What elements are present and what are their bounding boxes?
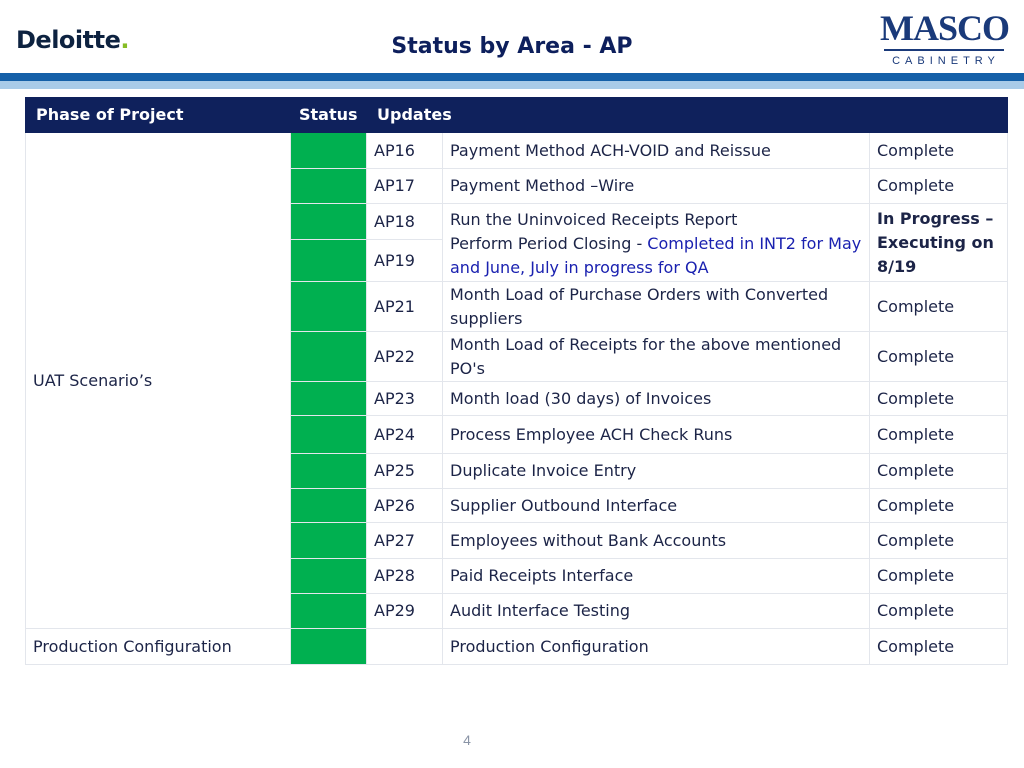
table-row xyxy=(26,133,1008,169)
scenario-code: AP17 xyxy=(367,169,443,204)
masco-logo-sub: CABINETRY xyxy=(892,55,1000,67)
scenario-description: Duplicate Invoice Entry xyxy=(443,454,870,489)
scenario-result: Complete xyxy=(870,169,1008,204)
status-indicator xyxy=(291,629,367,665)
scenario-description: Month Load of Receipts for the above mentioned PO's xyxy=(443,332,870,382)
scenario-description-combined xyxy=(443,204,870,282)
scenario-description: Month load (30 days) of Invoices xyxy=(443,382,870,416)
scenario-code: AP27 xyxy=(367,523,443,559)
masco-logo xyxy=(880,10,1008,67)
header-band-light xyxy=(0,81,1024,89)
table-header-row xyxy=(26,98,1008,133)
header-updates: Updates xyxy=(367,98,1008,133)
scenario-result: Complete xyxy=(870,523,1008,559)
scenario-code: AP25 xyxy=(367,454,443,489)
status-table xyxy=(25,97,1008,665)
scenario-description: Payment Method ACH-VOID and Reissue xyxy=(443,133,870,169)
scenario-description: Audit Interface Testing xyxy=(443,594,870,629)
scenario-description: Payment Method –Wire xyxy=(443,169,870,204)
scenario-code: AP16 xyxy=(367,133,443,169)
status-indicator xyxy=(291,133,367,169)
scenario-result: Complete xyxy=(870,382,1008,416)
scenario-result: Complete xyxy=(870,594,1008,629)
scenario-result-in-progress: In Progress – Executing on 8/19 xyxy=(870,204,1008,282)
scenario-code: AP18 xyxy=(367,204,443,240)
table-row xyxy=(26,629,1008,665)
scenario-result: Complete xyxy=(870,282,1008,332)
phase-production-configuration: Production Configuration xyxy=(26,629,291,665)
status-indicator xyxy=(291,240,367,282)
scenario-code: AP29 xyxy=(367,594,443,629)
description-prefix: Perform Period Closing - xyxy=(450,234,648,253)
status-indicator xyxy=(291,282,367,332)
scenario-code: AP24 xyxy=(367,416,443,454)
scenario-description: Production Configuration xyxy=(443,629,870,665)
masco-logo-word: MASCO xyxy=(880,8,1009,48)
slide-title: Status by Area - AP xyxy=(391,34,633,59)
scenario-description: Month Load of Purchase Orders with Converted suppliers xyxy=(443,282,870,332)
deloitte-logo-dot: . xyxy=(120,26,129,54)
scenario-code xyxy=(367,629,443,665)
deloitte-logo-text: Deloitte xyxy=(16,26,121,54)
header-band-dark xyxy=(0,73,1024,81)
status-indicator xyxy=(291,489,367,523)
scenario-description xyxy=(450,232,862,280)
status-indicator xyxy=(291,169,367,204)
scenario-result: Complete xyxy=(870,416,1008,454)
scenario-result: Complete xyxy=(870,133,1008,169)
header-phase: Phase of Project xyxy=(26,98,291,133)
header-status: Status xyxy=(291,98,367,133)
status-indicator xyxy=(291,454,367,489)
scenario-result: Complete xyxy=(870,629,1008,665)
scenario-code: AP23 xyxy=(367,382,443,416)
description-highlight: Completed in INT2 for May and June, July in progress for QA xyxy=(450,234,862,277)
status-indicator xyxy=(291,594,367,629)
status-indicator xyxy=(291,523,367,559)
scenario-result: Complete xyxy=(870,489,1008,523)
scenario-description: Run the Uninvoiced Receipts Report xyxy=(450,210,738,229)
scenario-code: AP21 xyxy=(367,282,443,332)
scenario-description: Paid Receipts Interface xyxy=(443,559,870,594)
scenario-result: Complete xyxy=(870,559,1008,594)
scenario-description: Process Employee ACH Check Runs xyxy=(443,416,870,454)
scenario-code: AP26 xyxy=(367,489,443,523)
status-indicator xyxy=(291,332,367,382)
scenario-description: Supplier Outbound Interface xyxy=(443,489,870,523)
status-indicator xyxy=(291,416,367,454)
scenario-code: AP28 xyxy=(367,559,443,594)
page-number: 4 xyxy=(463,732,471,748)
scenario-result: Complete xyxy=(870,454,1008,489)
scenario-result: Complete xyxy=(870,332,1008,382)
scenario-code: AP22 xyxy=(367,332,443,382)
phase-uat-scenarios: UAT Scenario’s xyxy=(26,133,291,629)
status-indicator xyxy=(291,204,367,240)
status-indicator xyxy=(291,382,367,416)
scenario-code: AP19 xyxy=(367,240,443,282)
masco-logo-rule xyxy=(884,49,1004,51)
scenario-description: Employees without Bank Accounts xyxy=(443,523,870,559)
status-indicator xyxy=(291,559,367,594)
